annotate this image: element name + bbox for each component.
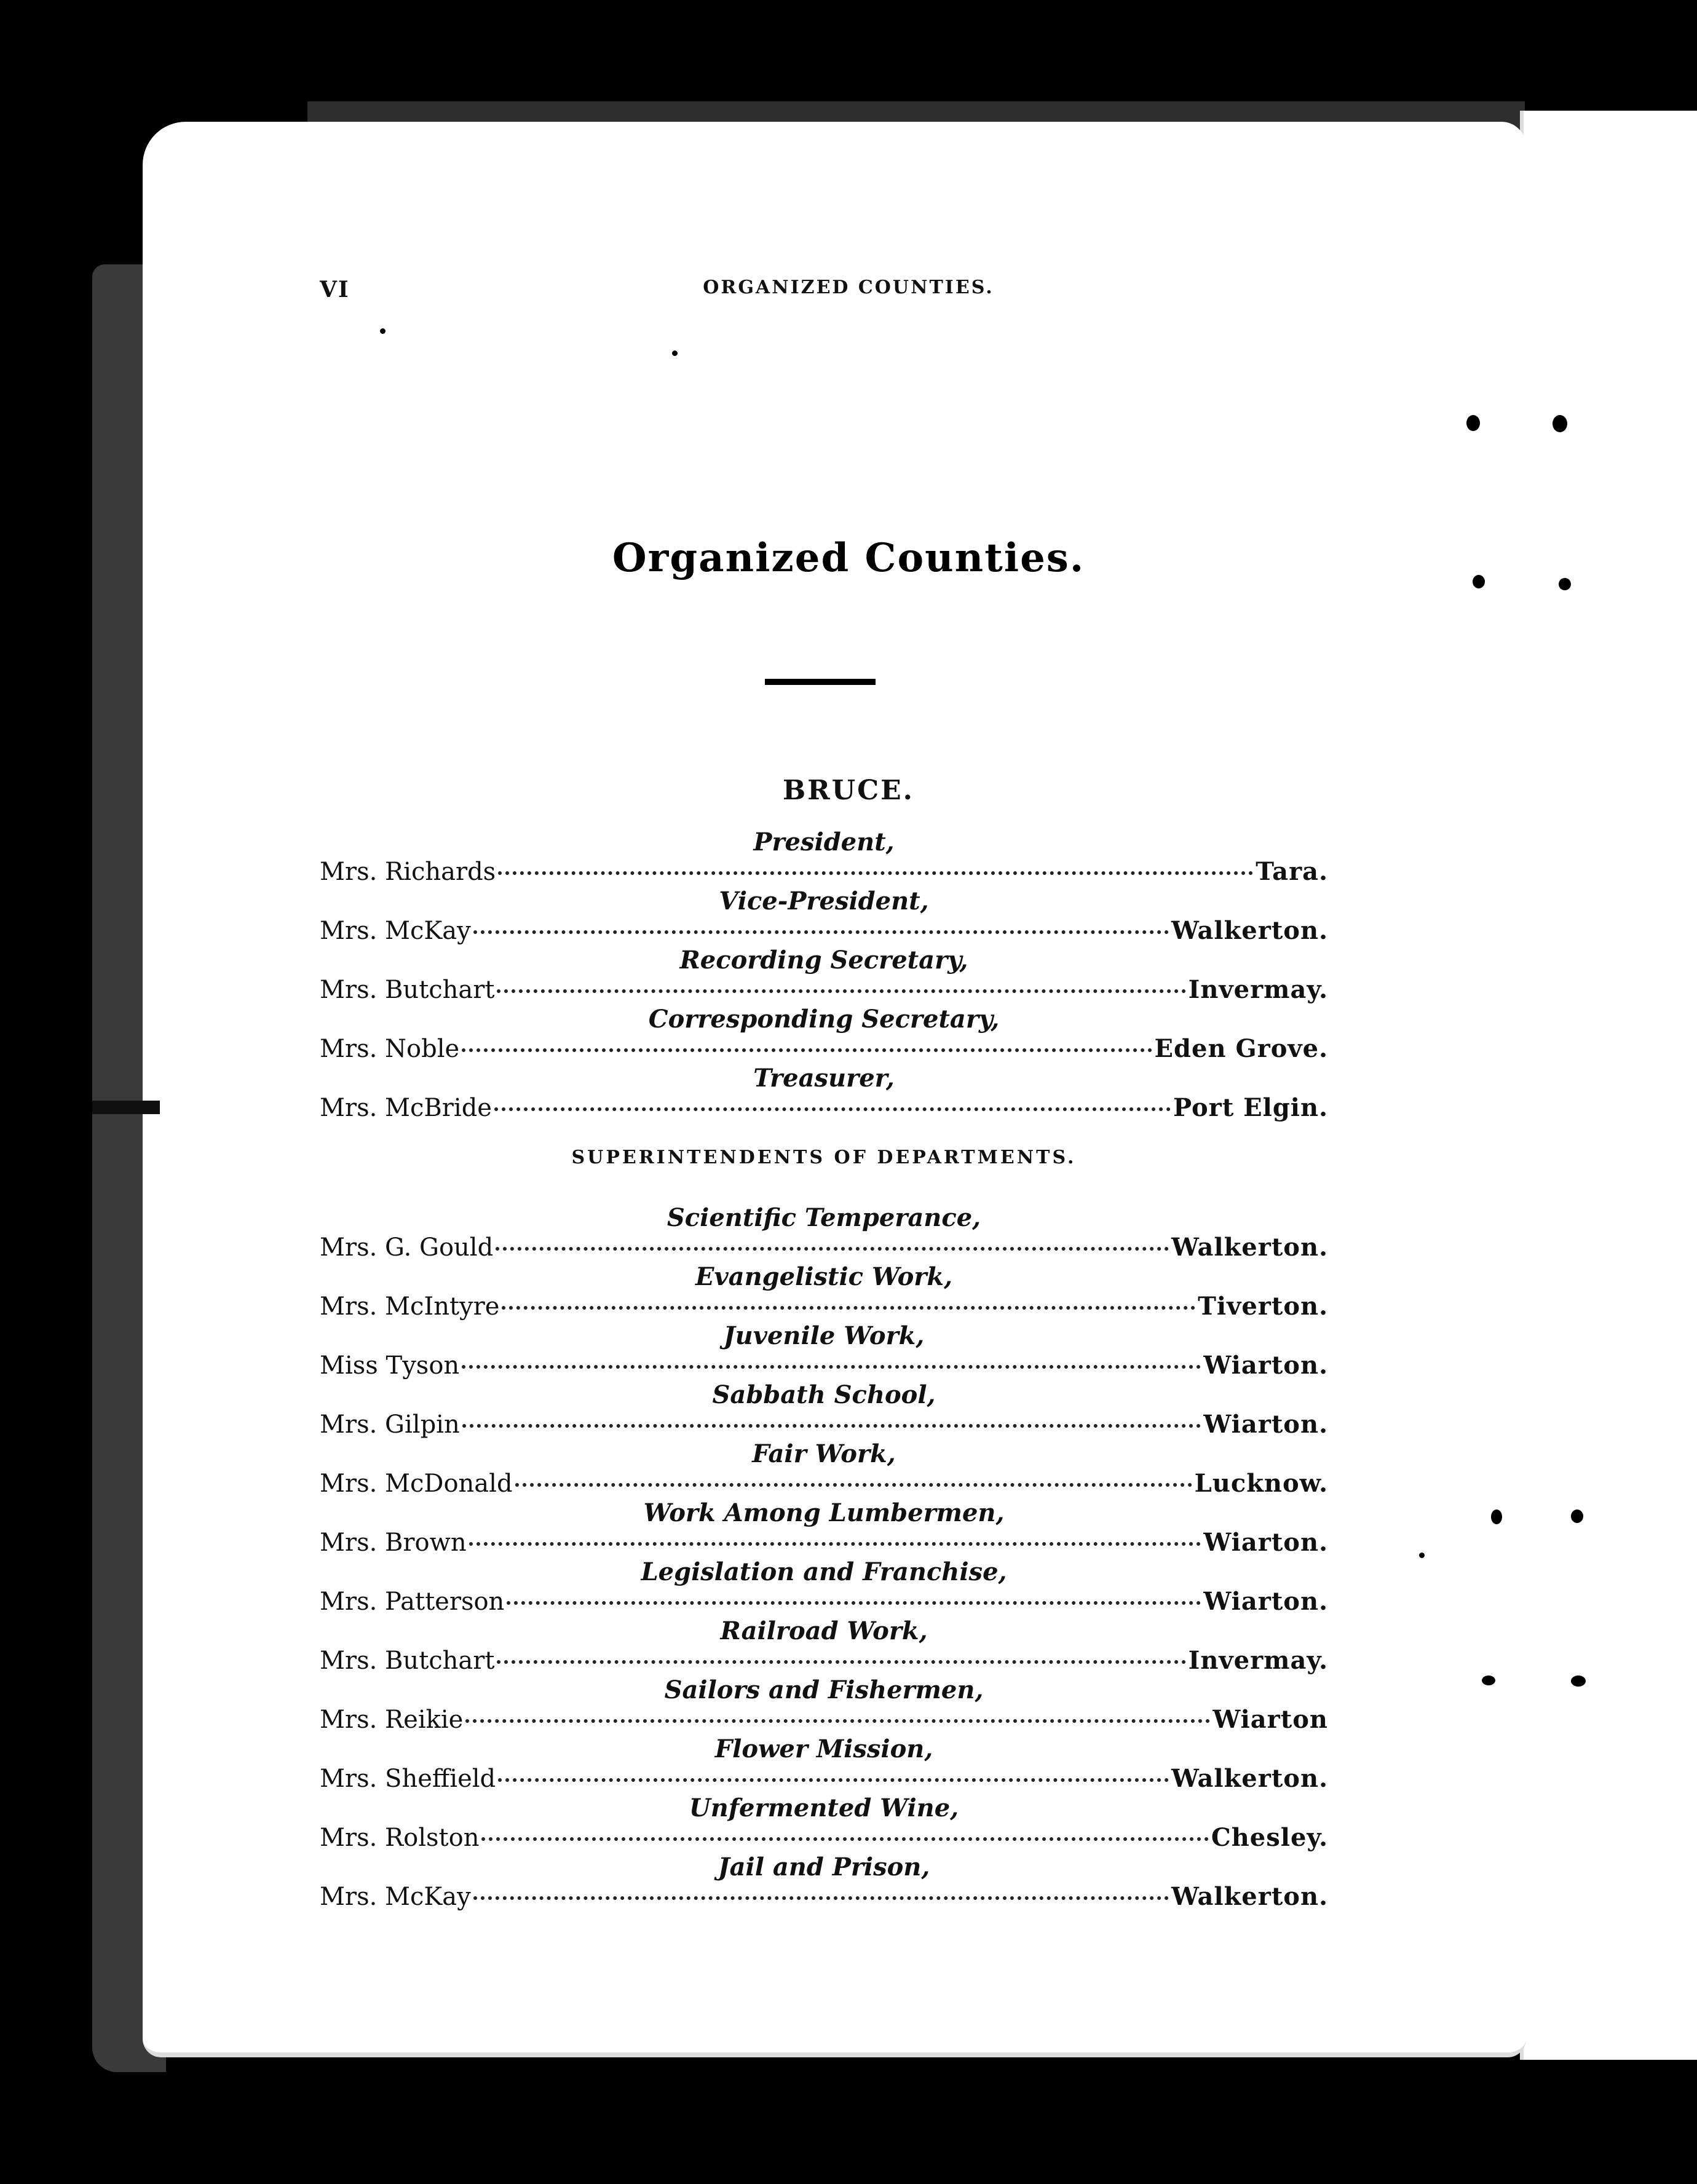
scan-speck	[380, 328, 386, 334]
leader-dots	[494, 1107, 1171, 1111]
superintendent-entry	[320, 1351, 1328, 1380]
superintendent-name: Mrs. Reikie	[320, 1706, 464, 1734]
superintendent-name: Mrs. Brown	[320, 1529, 467, 1557]
leader-dots	[498, 871, 1253, 875]
superintendent-place: Chesley.	[1211, 1823, 1328, 1852]
superintendent-entry	[320, 1529, 1328, 1557]
superintendent-entry	[320, 1233, 1328, 1262]
county-heading: BRUCE.	[782, 775, 914, 806]
officer-name: Mrs. McKay	[320, 917, 471, 945]
officer-name: Mrs. McBride	[320, 1094, 492, 1122]
department-role: Scientific Temperance,	[667, 1203, 981, 1232]
scan-speck	[1491, 1509, 1502, 1524]
officer-place: Invermay.	[1188, 975, 1328, 1004]
superintendent-place: Tiverton.	[1198, 1292, 1328, 1321]
leader-dots	[497, 989, 1185, 993]
superintendent-place: Walkerton.	[1171, 1233, 1328, 1262]
officer-place: Walkerton.	[1171, 916, 1328, 945]
scan-speck	[1419, 1553, 1425, 1558]
department-role: Flower Mission,	[714, 1735, 933, 1763]
scan-speck	[845, 14, 854, 25]
page-number: VI	[320, 277, 350, 303]
officer-name: Mrs. Butchart	[320, 976, 495, 1004]
superintendent-place: Lucknow.	[1194, 1469, 1328, 1498]
superintendent-name: Miss Tyson	[320, 1351, 460, 1380]
scan-speck	[1553, 415, 1567, 432]
leader-dots	[498, 1778, 1169, 1782]
superintendent-entry	[320, 1410, 1328, 1439]
leader-dots	[469, 1542, 1201, 1546]
page-title: Organized Counties.	[612, 535, 1085, 581]
department-role: Work Among Lumbermen,	[643, 1498, 1005, 1527]
department-role: Railroad Work,	[720, 1616, 928, 1645]
superintendent-name: Mrs. Gilpin	[320, 1410, 460, 1439]
officer-place: Eden Grove.	[1154, 1034, 1328, 1063]
superintendents-heading: SUPERINTENDENTS OF DEPARTMENTS.	[571, 1147, 1077, 1168]
superintendent-name: Mrs. Butchart	[320, 1647, 495, 1675]
superintendent-place: Wiarton.	[1203, 1351, 1328, 1380]
superintendent-entry	[320, 1824, 1328, 1852]
officer-name: Mrs. Richards	[320, 858, 496, 886]
leader-dots	[497, 1660, 1185, 1664]
title-rule	[765, 679, 876, 685]
superintendent-place: Walkerton.	[1171, 1882, 1328, 1911]
superintendent-entry	[320, 1588, 1328, 1616]
superintendent-place: Wiarton	[1212, 1705, 1328, 1734]
officer-entry	[320, 1094, 1328, 1122]
superintendent-name: Mrs. Patterson	[320, 1588, 505, 1616]
officer-role: Treasurer,	[753, 1064, 895, 1093]
superintendent-place: Wiarton.	[1203, 1587, 1328, 1616]
superintendent-name: Mrs. Rolston	[320, 1824, 480, 1852]
officer-role: Vice-President,	[719, 887, 929, 916]
officers-list	[320, 827, 1328, 1911]
superintendent-entry	[320, 1647, 1328, 1675]
leader-dots	[465, 1719, 1210, 1723]
leader-dots	[481, 1837, 1208, 1841]
department-role: Evangelistic Work,	[695, 1262, 953, 1291]
leader-dots	[473, 1896, 1169, 1900]
scan-speck	[1571, 1509, 1583, 1523]
superintendent-entry	[320, 1470, 1328, 1498]
department-role: Juvenile Work,	[723, 1321, 925, 1350]
superintendent-entry	[320, 1706, 1328, 1734]
superintendent-place: Invermay.	[1188, 1646, 1328, 1675]
department-role: Sailors and Fishermen,	[664, 1676, 984, 1704]
running-title: ORGANIZED COUNTIES.	[703, 277, 994, 298]
superintendent-entry	[320, 1765, 1328, 1793]
officer-role: Corresponding Secretary,	[648, 1005, 1000, 1034]
facing-page-edge	[1520, 111, 1697, 2060]
department-role: Fair Work,	[752, 1439, 896, 1468]
officer-place: Port Elgin.	[1173, 1093, 1328, 1122]
superintendent-name: Mrs. McKay	[320, 1883, 471, 1911]
leader-dots	[462, 1424, 1201, 1428]
leader-dots	[515, 1483, 1192, 1487]
scan-speck	[1466, 415, 1480, 431]
scan-speck	[1482, 1676, 1495, 1685]
leader-dots	[502, 1306, 1195, 1310]
officer-role: Recording Secretary,	[679, 946, 968, 975]
superintendent-name: Mrs. Sheffield	[320, 1765, 496, 1793]
scan-speck	[1171, 6, 1179, 15]
superintendent-entry	[320, 1883, 1328, 1911]
scan-speck	[1571, 1676, 1586, 1687]
officer-entry	[320, 976, 1328, 1004]
superintendent-place: Wiarton.	[1203, 1528, 1328, 1557]
scan-speck	[672, 350, 678, 356]
department-role: Legislation and Franchise,	[641, 1557, 1007, 1586]
leader-dots	[473, 930, 1169, 934]
officer-entry	[320, 917, 1328, 945]
officer-entry	[320, 858, 1328, 886]
running-head	[320, 277, 1328, 314]
superintendent-name: Mrs. McDonald	[320, 1470, 513, 1498]
superintendent-place: Walkerton.	[1171, 1764, 1328, 1793]
department-role: Jail and Prison,	[718, 1853, 930, 1881]
officer-place: Tara.	[1256, 857, 1328, 886]
superintendent-entry	[320, 1292, 1328, 1321]
superintendent-place: Wiarton.	[1203, 1410, 1328, 1439]
leader-dots	[496, 1247, 1169, 1251]
department-role: Unfermented Wine,	[689, 1794, 959, 1822]
leader-dots	[462, 1048, 1152, 1052]
officer-role: President,	[753, 828, 895, 857]
department-role: Sabbath School,	[712, 1380, 936, 1409]
leader-dots	[507, 1601, 1201, 1605]
superintendent-name: Mrs. McIntyre	[320, 1292, 500, 1321]
officer-name: Mrs. Noble	[320, 1035, 460, 1063]
superintendent-name: Mrs. G. Gould	[320, 1233, 494, 1262]
page-fold	[92, 1101, 160, 1114]
leader-dots	[462, 1365, 1201, 1369]
officer-entry	[320, 1035, 1328, 1063]
